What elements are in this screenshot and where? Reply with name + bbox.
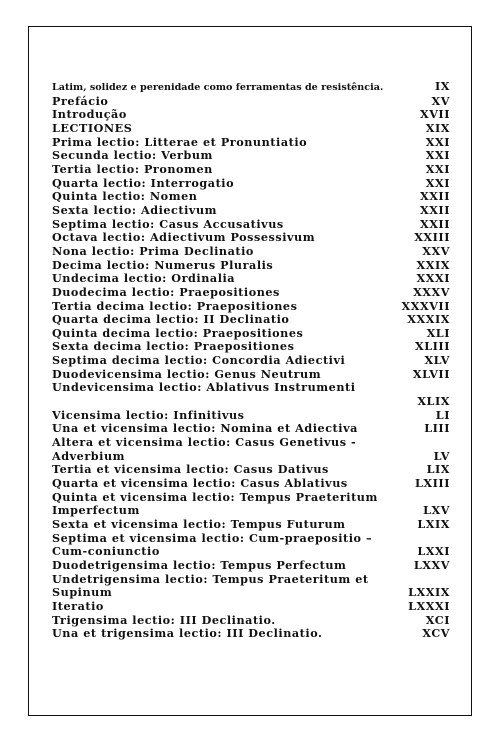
toc-entry xyxy=(52,354,450,368)
toc-entry-title: Trigensima lectio: III Declinatio. xyxy=(52,613,276,627)
toc-entry xyxy=(52,149,450,163)
toc-entry xyxy=(52,340,450,354)
toc-entry xyxy=(52,450,450,464)
toc-entry-title: Tertia lectio: Pronomen xyxy=(52,162,213,176)
toc-entry-page: XXXI xyxy=(416,271,450,286)
toc-entry-page: XXXVII xyxy=(401,298,450,313)
toc-entry-page: LXXV xyxy=(413,557,450,572)
toc-entry-page: XV xyxy=(431,93,450,108)
toc-entry xyxy=(52,327,450,341)
toc-entry-page: LI xyxy=(435,407,450,422)
toc-entry-title: Undetrigensima lectio: Tempus Praeteritum et xyxy=(52,572,369,586)
toc-entry-page: XIX xyxy=(425,120,450,135)
toc-entry xyxy=(52,95,450,109)
toc-entry-page: XXI xyxy=(425,175,450,190)
toc-entry xyxy=(52,532,450,546)
toc-entry-title: Prima lectio: Litterae et Pronuntiatio xyxy=(52,135,308,149)
toc-entry xyxy=(52,313,450,327)
toc-entry xyxy=(52,463,450,477)
toc-entry-title: Introdução xyxy=(52,108,127,122)
toc-entry-page: XCV xyxy=(422,626,450,641)
toc-entry xyxy=(52,381,450,395)
toc-entry xyxy=(52,573,450,587)
toc-entry-title: Decima lectio: Numerus Pluralis xyxy=(52,258,274,272)
toc-entry xyxy=(52,80,450,95)
toc-entry-title: Quarta et vicensima lectio: Casus Ablativus xyxy=(52,477,348,491)
toc-entry-page: XXI xyxy=(425,161,450,176)
toc-entry xyxy=(52,477,450,491)
toc-entry xyxy=(52,136,450,150)
toc-entry-title: Supinum xyxy=(52,586,113,600)
toc-entry xyxy=(52,272,450,286)
toc-entry xyxy=(52,614,450,628)
toc-entry-title: Sexta et vicensima lectio: Tempus Futurum xyxy=(52,518,346,531)
toc-entry-page: XLIII xyxy=(415,339,450,354)
toc-entry xyxy=(52,504,450,518)
toc-entry-title: Altera et vicensima lectio: Casus Genetivus - xyxy=(52,436,357,450)
toc-entry-page: XCI xyxy=(425,612,450,627)
toc-entry-page: XVII xyxy=(419,107,450,122)
toc-entry xyxy=(52,204,450,218)
toc-entry-title: Tertia et vicensima lectio: Casus Dativus xyxy=(52,463,329,477)
toc-entry xyxy=(52,559,450,573)
toc-entry-page: LXIX xyxy=(417,517,450,531)
toc-entry-title: Secunda lectio: Verbum xyxy=(52,149,213,163)
toc-entry-page: XXIII xyxy=(414,230,450,245)
toc-entry-title: Adverbium xyxy=(52,449,126,463)
toc-entry-title: Duodetrigensima lectio: Tempus Perfectum xyxy=(52,558,347,572)
toc-entry-page: XXII xyxy=(419,216,450,231)
toc-entry-title: Undecima lectio: Ordinalia xyxy=(52,272,236,286)
toc-entry-page: XXII xyxy=(419,202,450,217)
toc-entry-page: IX xyxy=(434,79,450,93)
toc-entry-title: Duodecima lectio: Praepositiones xyxy=(52,285,280,299)
toc-entry-title: Una et vicensima lectio: Nomina et Adiectiva xyxy=(52,422,358,436)
toc-entry-page: LV xyxy=(433,448,450,463)
toc-entry xyxy=(52,422,450,436)
toc-entry-title: Quarta lectio: Interrogatio xyxy=(52,176,235,190)
toc-entry-title: Quarta decima lectio: II Declinatio xyxy=(52,313,290,327)
toc-entry-title: Duodevicensima lectio: Genus Neutrum xyxy=(52,367,322,381)
toc-entry xyxy=(52,518,450,532)
toc-entry-title: Una et trigensima lectio: III Declinatio. xyxy=(52,627,323,641)
toc-entry-page: LIX xyxy=(426,462,450,477)
toc-entry xyxy=(52,218,450,232)
toc-entry-page: LXIII xyxy=(415,476,450,491)
toc-entry-page: LXXIX xyxy=(408,585,450,600)
toc-entry-page: XXI xyxy=(425,148,450,163)
toc-entry-page: XXIX xyxy=(416,257,450,272)
toc-entry-page: XXXIX xyxy=(407,312,450,327)
table-of-contents xyxy=(52,80,450,641)
toc-entry-title: LECTIONES xyxy=(52,121,133,135)
toc-entry-title: Vicensima lectio: Infinitivus xyxy=(52,408,245,422)
toc-entry xyxy=(52,231,450,245)
toc-entry-page: XLVII xyxy=(412,366,450,381)
toc-entry xyxy=(52,300,450,314)
toc-entry-title: Octava lectio: Adiectivum Possessivum xyxy=(52,231,316,245)
toc-entry-page: LXV xyxy=(423,503,450,518)
toc-entry-page: LIII xyxy=(424,421,450,436)
toc-entry xyxy=(52,600,450,614)
toc-entry-title: Latim, solidez e perenidade como ferramentas de resistência. xyxy=(52,82,384,93)
toc-entry xyxy=(52,491,450,505)
toc-entry-title: Quinta lectio: Nomen xyxy=(52,190,198,204)
toc-entry xyxy=(52,368,450,382)
toc-entry-page: XXXV xyxy=(413,284,450,299)
toc-entry-title: Iteratio xyxy=(52,599,104,613)
toc-entry xyxy=(52,586,450,600)
toc-entry xyxy=(52,190,450,204)
toc-entry-page: XLI xyxy=(426,325,450,340)
toc-entry-page: LXXXI xyxy=(408,598,450,613)
toc-entry xyxy=(52,286,450,300)
toc-entry xyxy=(52,163,450,177)
toc-entry-page: XXII xyxy=(419,189,450,204)
toc-entry-title: Sexta decima lectio: Praepositiones xyxy=(52,340,295,354)
toc-entry-page: XLV xyxy=(424,353,450,368)
toc-entry xyxy=(52,627,450,641)
toc-entry-page: XXV xyxy=(422,243,450,258)
toc-entry-title: Prefácio xyxy=(52,94,109,108)
toc-entry-title: Septima decima lectio: Concordia Adiectivi xyxy=(52,354,346,368)
toc-entry xyxy=(52,409,450,423)
toc-entry-continuation xyxy=(52,395,450,409)
toc-entry-title: Quinta decima lectio: Praepositiones xyxy=(52,326,304,340)
toc-entry xyxy=(52,108,450,122)
toc-entry xyxy=(52,545,450,559)
toc-entry-title: Septima et vicensima lectio: Cum-praepositio – xyxy=(52,531,373,545)
toc-entry xyxy=(52,177,450,191)
toc-entry-title: Cum-coniunctio xyxy=(52,545,160,559)
toc-entry-title: Quinta et vicensima lectio: Tempus Praeteritum xyxy=(52,490,378,504)
toc-entry-page: LXXI xyxy=(417,544,450,559)
toc-entry xyxy=(52,436,450,450)
toc-entry xyxy=(52,122,450,136)
toc-entry-title: Imperfectum xyxy=(52,504,140,518)
toc-entry xyxy=(52,259,450,273)
toc-entry-title: Septima lectio: Casus Accusativus xyxy=(52,217,284,231)
toc-entry xyxy=(52,245,450,259)
toc-entry-page: XLIX xyxy=(417,394,450,409)
toc-entry-title: Tertia decima lectio: Praepositiones xyxy=(52,299,298,313)
toc-entry-page: XXI xyxy=(425,134,450,149)
toc-entry-title: Sexta lectio: Adiectivum xyxy=(52,203,218,217)
toc-entry-title: Nona lectio: Prima Declinatio xyxy=(52,244,254,258)
toc-entry-title: Undevicensima lectio: Ablativus Instrumenti xyxy=(52,381,356,395)
